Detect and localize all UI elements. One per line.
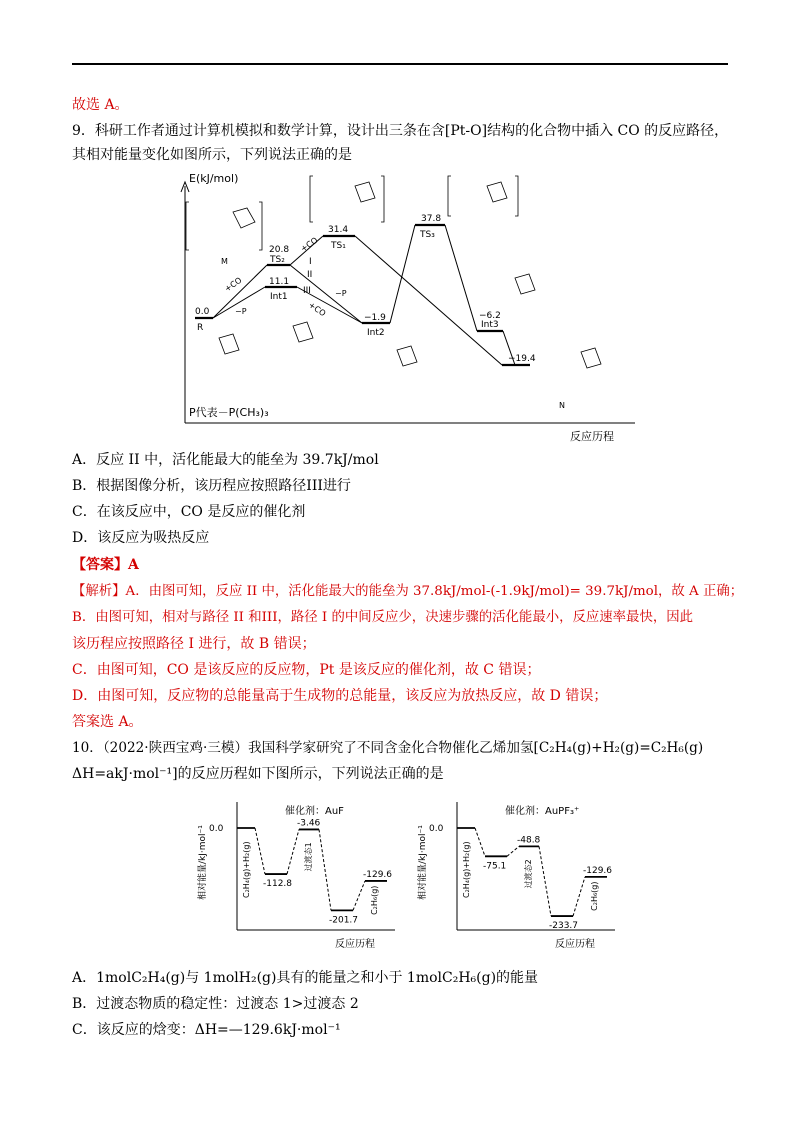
- q10-stem-line2: ΔH=akJ·mol⁻¹]的反应历程如下图所示，下列说法正确的是: [72, 766, 444, 782]
- arrow-label: +CO: [298, 235, 320, 254]
- q9-analysis-b2: 该历程应按照路径 I 进行，故 B 错误；: [72, 636, 316, 652]
- chart-title: 催化剂：AuF: [285, 806, 344, 817]
- q9-analysis-c: C．由图可知，CO 是该反应的反应物，Pt 是该反应的催化剂，故 C 错误；: [72, 662, 541, 678]
- q9-analysis-d: D．由图可知，反应物的总能量高于生成物的总能量，该反应为放热反应，故 D 错误；: [72, 688, 608, 704]
- q9-option-b: B．根据图像分析，该历程应按照路径III进行: [72, 478, 351, 494]
- product-label: C₂H₆(g): [590, 881, 599, 911]
- transition-segment: [539, 846, 551, 916]
- q9-stem-line1: 9．科研工作者通过计算机模拟和数学计算，设计出三条在含[Pt-O]结构的化合物中插入 CO 的反应路径，: [72, 123, 729, 139]
- value-label: -3.46: [297, 818, 321, 829]
- transition-segment: [573, 877, 585, 916]
- header-rule: [72, 63, 728, 65]
- path-label-iii: III: [303, 286, 311, 296]
- q10-option-a: A．1molC₂H₄(g)与 1molH₂(g)具有的能量之和小于 1molC₂H₆(g)的能量: [72, 970, 539, 986]
- transition-segment: [507, 846, 519, 856]
- value-label: -48.8: [517, 835, 541, 846]
- level-value: 11.1: [269, 277, 290, 287]
- level-label: Int3: [481, 320, 499, 330]
- y-axis-label: 相对能量/kJ·mol⁻¹: [198, 825, 208, 900]
- level-value: 0.0: [195, 307, 210, 317]
- level-label: R: [197, 323, 204, 333]
- level-label: Int1: [270, 292, 288, 302]
- reactant-label: C₂H₄(g)+H₂(g): [242, 841, 251, 898]
- struct-label-n: N: [559, 401, 565, 410]
- level-value: −6.2: [479, 311, 501, 321]
- path-label-ii: II: [307, 270, 313, 280]
- q10-chart-aupf3: [415, 790, 630, 955]
- ts-label: 过渡态1: [304, 842, 313, 872]
- product-label: C₂H₆(g): [370, 885, 379, 915]
- transition-segment: [319, 829, 331, 910]
- arrow-label: +CO: [306, 300, 328, 319]
- q9-answer: 【答案】A: [72, 557, 139, 573]
- value-label: -112.8: [263, 879, 293, 890]
- transition-segment: [287, 829, 299, 874]
- level-label: TS₃: [420, 230, 435, 240]
- q9-analysis-a: 【解析】A．由图可知，反应 II 中，活化能最大的能垒为 37.8kJ/mol-(-1.9kJ/mol)= 39.7kJ/mol，故 A 正确；: [72, 584, 744, 599]
- path-label-i: I: [309, 257, 312, 267]
- transition-segment: [353, 881, 365, 910]
- level-value: −1.9: [364, 313, 386, 323]
- arrow-label: −P: [235, 307, 247, 316]
- transition-segment: [475, 828, 485, 856]
- prev-conclusion: 故选 A。: [72, 97, 129, 113]
- reactant-label: C₂H₄(g)+H₂(g): [462, 841, 471, 898]
- level-label: TS₁: [331, 241, 346, 251]
- value-label: 0.0: [209, 824, 224, 834]
- struct-label-m: M: [221, 257, 228, 266]
- chart-title: 催化剂：AuPF₃⁺: [505, 806, 580, 817]
- y-axis-label: 相对能量/kJ·mol⁻¹: [418, 825, 428, 900]
- transition-segment: [255, 828, 265, 874]
- y-axis-label: E(kJ/mol): [189, 172, 239, 185]
- value-label: 0.0: [429, 824, 444, 834]
- value-label: -201.7: [329, 915, 359, 926]
- value-label: -233.7: [549, 921, 579, 932]
- q10-option-b: B．过渡态物质的稳定性：过渡态 1>过渡态 2: [72, 996, 359, 1012]
- q9-energy-diagram: [175, 168, 640, 443]
- arrow-label: −P: [335, 289, 347, 298]
- level-value: 31.4: [328, 225, 349, 235]
- level-value: 20.8: [269, 245, 290, 255]
- level-label: Int2: [367, 328, 385, 338]
- x-axis-label: 反应历程: [570, 430, 614, 443]
- q9-option-c: C．在该反应中，CO 是反应的催化剂: [72, 504, 306, 520]
- footnote: P代表－P(CH₃)₃: [189, 406, 269, 419]
- q10-stem-line1: 10．（2022·陕西宝鸡·三模）我国科学家研究了不同含金化合物催化乙烯加氢[C₂H₄(g)+H₂(g)=C₂H₆(g): [72, 740, 704, 756]
- q10-chart-auf: [195, 790, 410, 955]
- value-label: -129.6: [583, 865, 613, 876]
- q9-option-a: A．反应 II 中，活化能最大的能垒为 39.7kJ/mol: [72, 452, 379, 468]
- value-label: -129.6: [363, 869, 393, 880]
- q9-conclusion: 答案选 A。: [72, 714, 143, 730]
- q9-stem-line2: 其相对能量变化如图所示，下列说法正确的是: [72, 147, 352, 163]
- arrow-label: +CO: [222, 275, 244, 294]
- q10-option-c: C．该反应的焓变：ΔH=—129.6kJ·mol⁻¹: [72, 1022, 341, 1038]
- level-label: TS₂: [270, 255, 285, 265]
- x-axis-label: 反应历程: [555, 939, 595, 950]
- x-axis-label: 反应历程: [335, 939, 375, 950]
- ts-label: 过渡态2: [524, 859, 533, 889]
- level-value: −19.4: [508, 354, 536, 364]
- q9-option-d: D．该反应为吸热反应: [72, 530, 210, 546]
- q9-analysis-b1: B．由图可知，相对与路径 II 和III，路径 I 的中间反应少，决速步骤的活化能最小，反应速率最快，因此: [72, 610, 694, 625]
- value-label: -75.1: [483, 861, 507, 872]
- level-value: 37.8: [421, 214, 442, 224]
